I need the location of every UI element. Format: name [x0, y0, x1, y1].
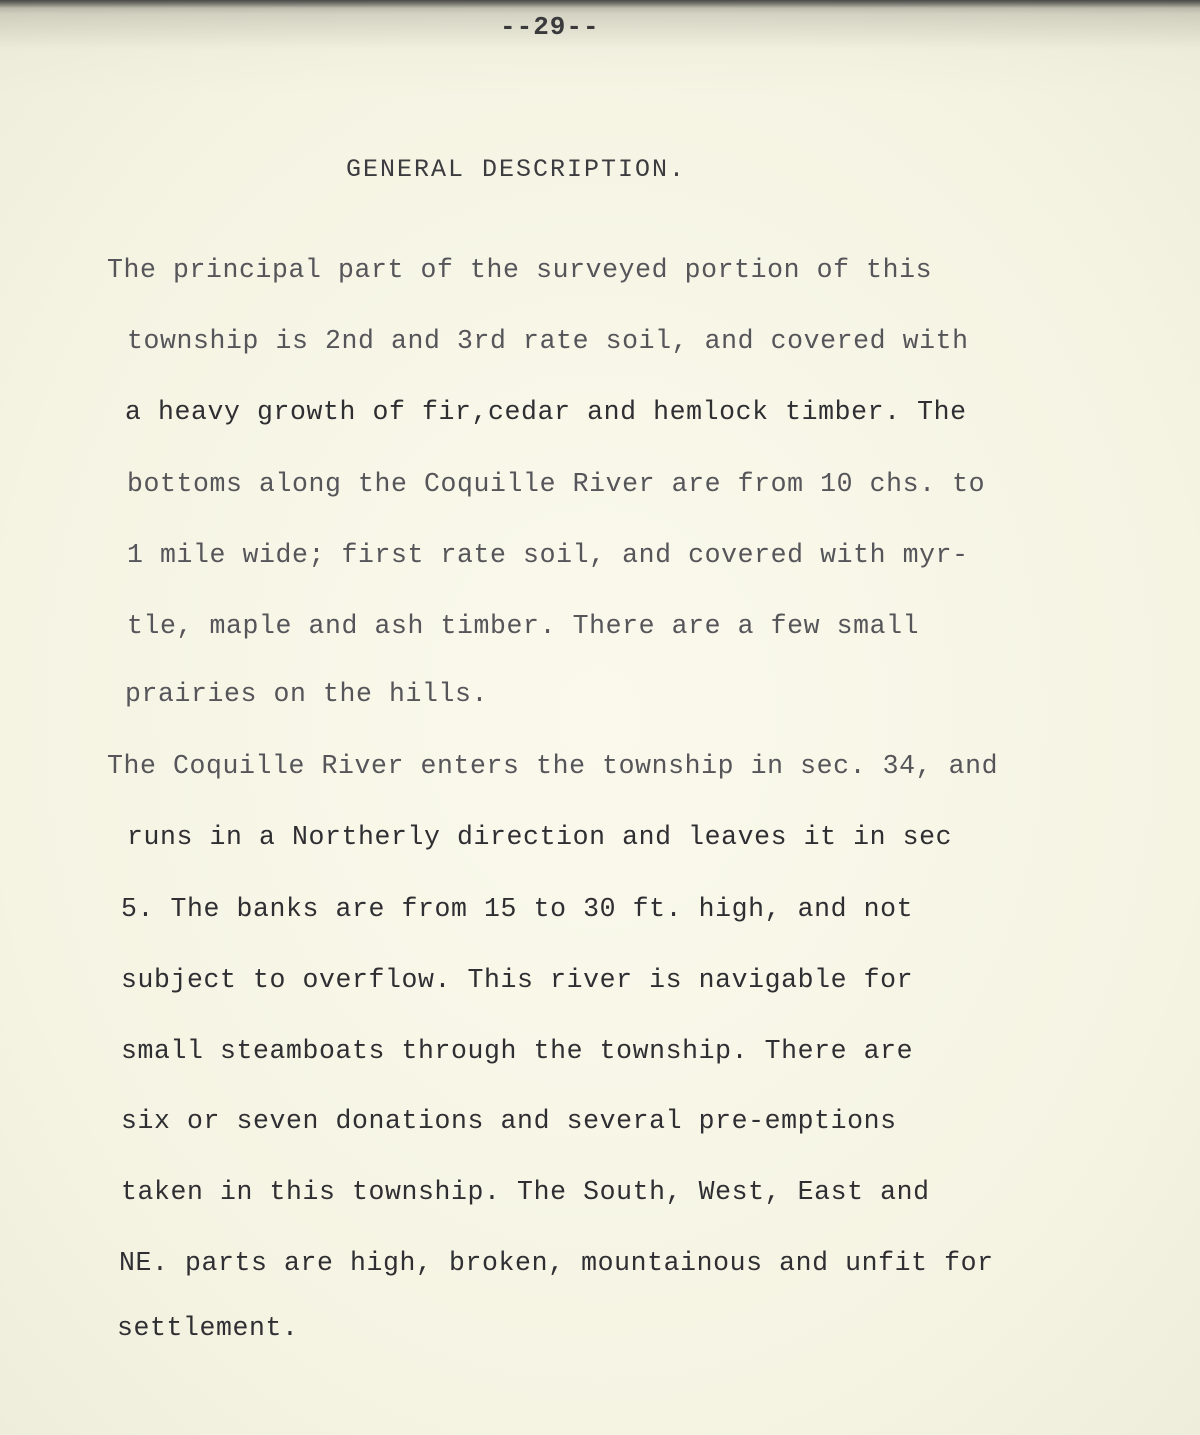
text-line: 1 mile wide; first rate soil, and covered with myr- — [127, 540, 969, 570]
page-heading: GENERAL DESCRIPTION. — [346, 155, 687, 184]
text-line: 5. The banks are from 15 to 30 ft. high, and not — [121, 894, 914, 924]
text-line: The Coquille River enters the township in sec. 34, and — [107, 751, 999, 781]
text-line: subject to overflow. This river is navigable for — [121, 965, 914, 995]
text-line: taken in this township. The South, West, East and — [121, 1177, 930, 1207]
text-line: a heavy growth of fir,cedar and hemlock timber. The — [125, 397, 967, 427]
text-line: runs in a Northerly direction and leaves it in sec — [127, 822, 953, 852]
text-line: settlement. — [117, 1313, 299, 1343]
text-line: tle, maple and ash timber. There are a few small — [127, 611, 920, 641]
page-top-edge — [0, 0, 1200, 8]
text-line: bottoms along the Coquille River are from 10 chs. to — [127, 469, 986, 499]
page-number: --29-- — [500, 12, 600, 42]
text-line: The principal part of the surveyed portion of this — [107, 255, 933, 285]
text-line: small steamboats through the township. There are — [121, 1036, 914, 1066]
text-line: township is 2nd and 3rd rate soil, and covered with — [127, 326, 969, 356]
text-line: prairies on the hills. — [125, 679, 489, 709]
text-line: NE. parts are high, broken, mountainous and unfit for — [119, 1248, 994, 1278]
text-line: six or seven donations and several pre-emptions — [121, 1106, 897, 1136]
